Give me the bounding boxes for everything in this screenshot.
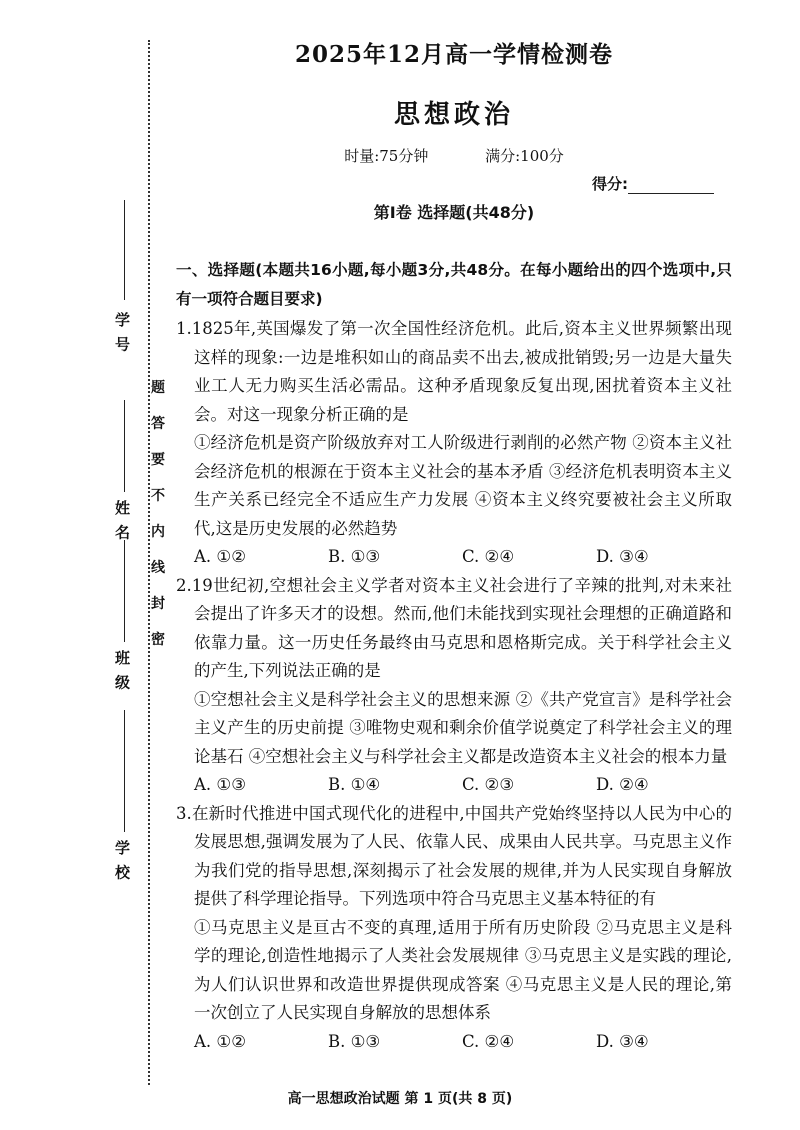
full-score: 满分:100分 bbox=[485, 147, 564, 165]
answer-choices bbox=[176, 771, 732, 800]
answer-choices bbox=[176, 1028, 732, 1057]
page-footer: 高一思想政治试题 第 1 页(共 8 页) bbox=[287, 1091, 513, 1107]
score-field bbox=[592, 173, 714, 194]
exam-title: 2025年12月高一学情检测卷 bbox=[294, 41, 614, 68]
question-1 bbox=[176, 315, 732, 572]
choice-b[interactable]: B. ①③ bbox=[328, 1031, 381, 1051]
choice-a[interactable]: A. ①② bbox=[194, 1031, 246, 1051]
choice-c[interactable]: C. ②④ bbox=[462, 1031, 515, 1051]
question-statements: ①经济危机是资产阶级放弃对工人阶级进行剥削的必然产物 ②资本主义社会经济危机的根源在于资本主义社会的基本矛盾 ③经济危机表明资本主义生产关系已经完全不适应生产力发展 ④资本主义终究要被社会主义所取代,这是历史发展的必然趋势 bbox=[194, 433, 732, 538]
question-3 bbox=[176, 800, 732, 1057]
subject-title: 思想政治 bbox=[393, 100, 514, 130]
score-blank[interactable] bbox=[628, 179, 714, 194]
answer-choices bbox=[176, 543, 732, 572]
seal-warning-char: 封 bbox=[151, 596, 165, 612]
choice-b[interactable]: B. ①④ bbox=[328, 775, 381, 794]
school-label: 学 校 bbox=[113, 840, 131, 882]
question-stem: 1.1825年,英国爆发了第一次全国性经济危机。此后,资本主义世界频繁出现这样的现象:一边是堆积如山的商品卖不出去,被成批销毁;另一边是大量失业工人无力购买生活必需品。这种矛盾现象反复出现,困扰着资本主义社会。对这一现象分析正确的是 bbox=[176, 319, 732, 424]
choice-d[interactable]: D. ③④ bbox=[596, 547, 649, 566]
name-label: 姓 名 bbox=[113, 500, 131, 542]
choice-d[interactable]: D. ②④ bbox=[596, 775, 649, 794]
seal-warning-char: 要 bbox=[151, 452, 165, 468]
name-blank[interactable] bbox=[124, 400, 125, 492]
student-id-label: 学 号 bbox=[113, 312, 131, 354]
seal-warning bbox=[150, 380, 166, 668]
choice-b[interactable]: B. ①③ bbox=[328, 547, 381, 566]
choice-c[interactable]: C. ②③ bbox=[462, 775, 515, 794]
seal-warning-char: 题 bbox=[151, 380, 165, 396]
question-stem: 2.19世纪初,空想社会主义学者对资本主义社会进行了辛辣的批判,对未来社会提出了许多天才的设想。然而,他们未能找到实现社会理想的正确道路和依靠力量。这一历史任务最终由马克思和恩格斯完成。关于科学社会主义的产生,下列说法正确的是 bbox=[176, 575, 732, 680]
seal-warning-char: 密 bbox=[151, 632, 165, 648]
choice-a[interactable]: A. ①② bbox=[194, 547, 246, 566]
section-title: 第Ⅰ卷 选择题(共48分) bbox=[373, 203, 535, 222]
score-label: 得分: bbox=[592, 175, 628, 193]
section-instruction: 一、选择题(本题共16小题,每小题3分,共48分。在每小题给出的四个选项中,只有一项符合题目要求) bbox=[176, 261, 732, 308]
question-statements: ①马克思主义是亘古不变的真理,适用于所有历史阶段 ②马克思主义是科学的理论,创造性地揭示了人类社会发展规律 ③马克思主义是实践的理论,为人们认识世界和改造世界提供现成答案 ④马克思主义是人民的理论,第一次创立了人民实现自身解放的思想体系 bbox=[194, 917, 732, 1022]
question-area bbox=[176, 256, 732, 1056]
binding-margin bbox=[0, 0, 165, 1130]
question-statements: ①空想社会主义是科学社会主义的思想来源 ②《共产党宣言》是科学社会主义产生的历史前提 ③唯物史观和剩余价值学说奠定了科学社会主义的理论基石 ④空想社会主义与科学社会主义都是改造资本主义社会的根本力量 bbox=[194, 689, 732, 766]
question-stem: 3.在新时代推进中国式现代化的进程中,中国共产党始终坚持以人民为中心的发展思想,强调发展为了人民、依靠人民、成果由人民共享。马克思主义作为我们党的指导思想,深刻揭示了社会发展的规律,并为人民实现自身解放提供了科学理论指导。下列选项中符合马克思主义基本特征的有 bbox=[176, 803, 732, 908]
student-id-blank[interactable] bbox=[124, 200, 125, 300]
class-blank[interactable] bbox=[124, 540, 125, 642]
choice-c[interactable]: C. ②④ bbox=[462, 547, 515, 566]
seal-warning-char: 内 bbox=[151, 524, 165, 540]
time-limit: 时量:75分钟 bbox=[344, 147, 429, 165]
choice-d[interactable]: D. ③④ bbox=[596, 1031, 649, 1051]
question-2 bbox=[176, 572, 732, 800]
class-label: 班 级 bbox=[113, 650, 131, 692]
exam-meta bbox=[176, 145, 732, 166]
seal-warning-char: 不 bbox=[151, 488, 165, 504]
choice-a[interactable]: A. ①③ bbox=[194, 775, 246, 794]
seal-warning-char: 线 bbox=[151, 560, 165, 576]
school-blank[interactable] bbox=[124, 710, 125, 832]
seal-warning-char: 答 bbox=[151, 416, 165, 432]
